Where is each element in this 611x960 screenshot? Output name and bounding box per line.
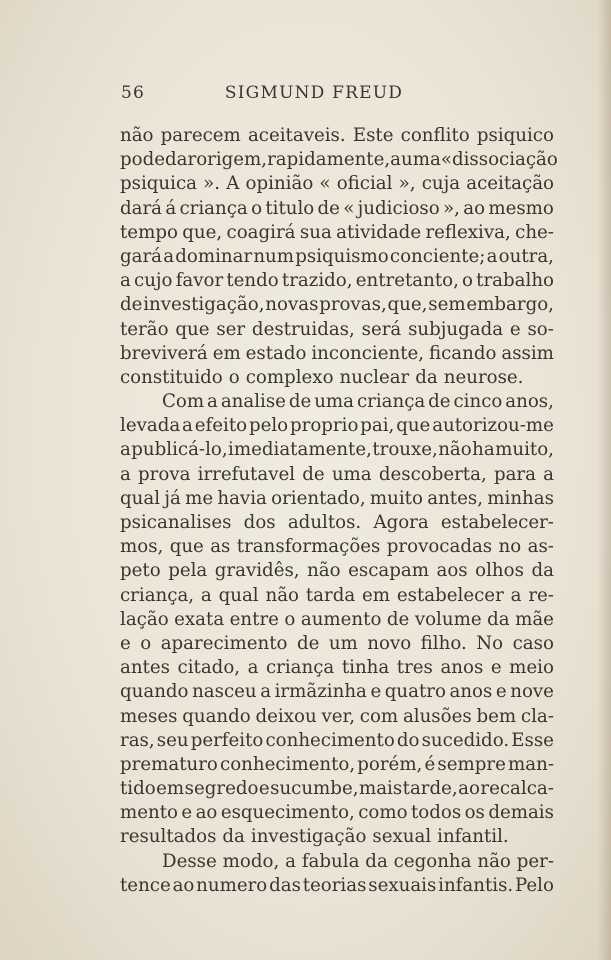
text-line: levada a efeito pelo proprio pai, que autorizou-me <box>120 415 554 437</box>
text-line: antes citado, a criança tinha tres anos e meio <box>120 657 554 679</box>
page-number: 56 <box>121 83 146 103</box>
text-line: a cujo favor tendo trazido, entretanto, o trabalho <box>120 270 554 292</box>
text-line: quando nasceu a irmãzinha e quatro anos e nove <box>120 681 554 703</box>
text-line: meses quando deixou ver, com alusões bem cla- <box>120 705 554 727</box>
text-line: breviverá em estado inconciente, ficando assim <box>120 342 554 364</box>
text-line: tempo que, coagirá sua atividade reflexiva, che- <box>120 221 554 243</box>
text-line: mento e ao esquecimento, como todos os demais <box>120 802 554 824</box>
text-line: criança, a qual não tarda em estabelecer a re- <box>120 584 554 606</box>
text-line: dará á criança o titulo de « judicioso », ao mesmo <box>120 197 554 219</box>
text-line: tence ao numero das teorias sexuais infantis. Pelo <box>120 874 554 896</box>
text-line: terão que ser destruidas, será subjugada e so- <box>120 318 554 340</box>
text-line: a prova irrefutavel de uma descoberta, para a <box>120 463 554 485</box>
text-line: pode dar origem, rapidamente, a uma « dissociação <box>120 149 558 171</box>
paragraph <box>120 390 554 850</box>
running-title: SIGMUND FREUD <box>224 83 404 103</box>
text-line: ras, seu perfeito conhecimento do sucedido. Esse <box>120 729 554 751</box>
text-line: não parecem aceitaveis. Este conflito psiquico <box>120 125 554 146</box>
text-line: prematuro conhecimento, porém, é sempre man- <box>120 753 554 775</box>
paragraph <box>120 850 554 898</box>
text-line: gará a dominar num psiquismo conciente; a outra, <box>120 245 554 267</box>
text-line: lação exata entre o aumento de volume da mãe <box>120 608 554 630</box>
text-line: mos, que as transformações provocadas no as- <box>120 536 554 558</box>
text-line: qual já me havia orientado, muito antes, minhas <box>120 487 554 509</box>
text-line: constituido o complexo nuclear da neurose. <box>120 366 524 388</box>
text-line: Com a analise de uma criança de cinco anos, <box>162 391 554 413</box>
text-line: e o aparecimento de um novo filho. No caso <box>120 632 554 654</box>
text-line: peto pela gravidês, não escapam aos olhos da <box>120 560 554 582</box>
text-line: a publicá-lo, imediatamente, trouxe, não ha muito, <box>120 439 554 461</box>
paragraph <box>120 124 558 390</box>
text-line: tido em segredo e sucumbe, mais tarde, ao recalca- <box>120 778 554 800</box>
text-line: Desse modo, a fabula da cegonha não per- <box>162 850 554 872</box>
page-header <box>121 83 493 111</box>
text-line: psicanalises dos adultos. Agora estabelecer- <box>120 512 554 533</box>
text-line: resultados da investigação sexual infantil. <box>120 826 509 848</box>
body-text <box>120 124 558 898</box>
text-line: psiquica ». A opinião « oficial », cuja aceitação <box>120 173 554 195</box>
text-line: de investigação, novas provas, que, sem embargo, <box>120 294 554 316</box>
